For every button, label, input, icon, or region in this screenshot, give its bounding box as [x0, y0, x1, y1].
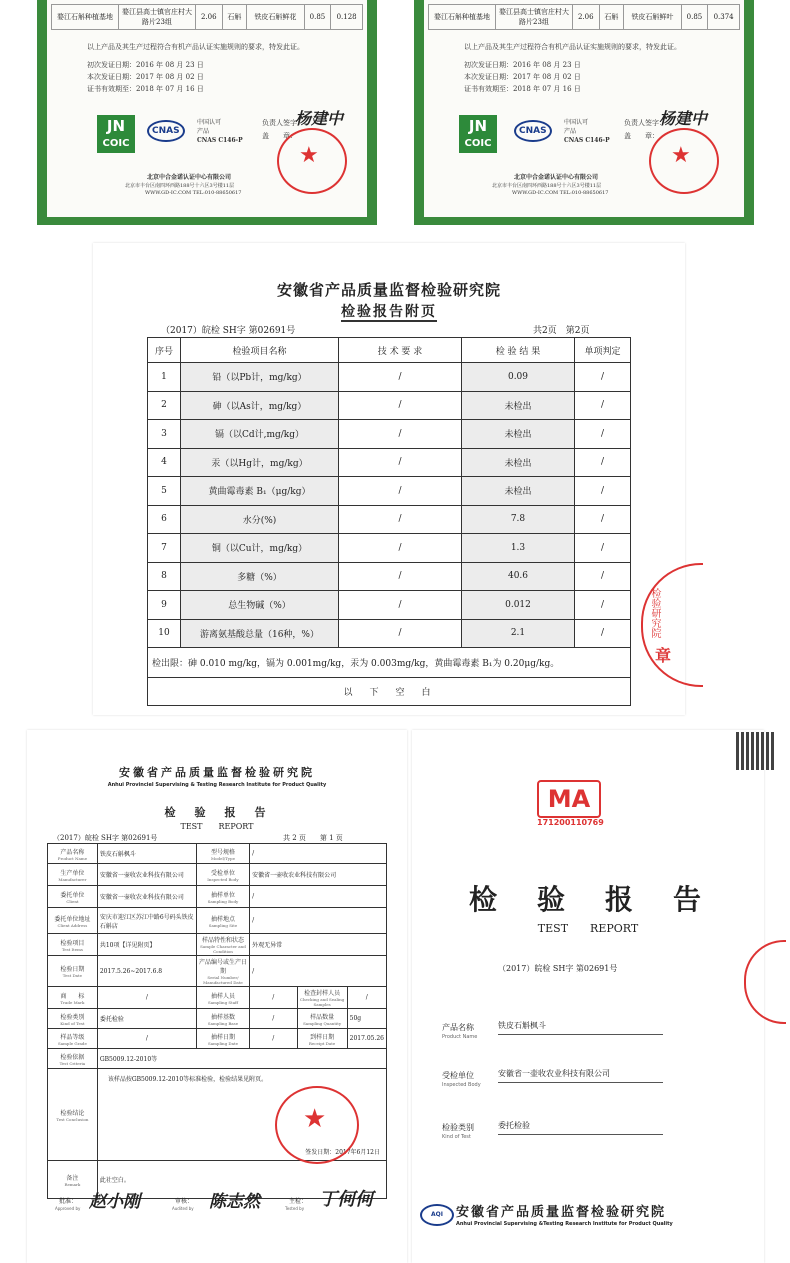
product-name-value: 铁皮石斛枫斗: [97, 844, 196, 864]
report-title: 检 验 报 告: [164, 806, 270, 819]
signer-label: 负责人签字：: [262, 119, 304, 127]
company-name: 北京中合金诺认证中心有限公司: [514, 174, 599, 181]
value1-cell: 0.85: [681, 5, 708, 30]
conclusion-label: [48, 1069, 98, 1161]
criteria-label: [48, 1049, 98, 1069]
label-text: 抽样地点: [210, 915, 235, 923]
base-cell: 婺江石斛种植基地: [52, 5, 119, 30]
signature: 杨建中: [295, 109, 344, 128]
row-result: 0.09: [462, 363, 575, 392]
table-row: [48, 864, 387, 886]
coic-label: COIC: [464, 138, 492, 149]
table-row: [48, 1049, 387, 1069]
row-judgement: /: [575, 619, 631, 648]
ma-logo: [537, 780, 601, 818]
table-row: [48, 987, 387, 1009]
aqi-logo: AQI: [420, 1204, 454, 1226]
certificate-left: [37, 0, 377, 225]
certificate-table-right: [428, 4, 740, 30]
label-en: Test Criteria: [59, 1060, 86, 1066]
label-en: Receipt Date: [308, 1040, 336, 1046]
cover-kind-value: 委托检验: [498, 1120, 663, 1135]
serial-value: /: [250, 956, 387, 987]
criteria-value: GB5009.12-2010等: [97, 1049, 386, 1069]
area-cell: 2.06: [196, 5, 223, 30]
remark-value: 此社空白。: [97, 1161, 386, 1199]
table-row: [48, 1009, 387, 1029]
row-judgement: /: [575, 505, 631, 534]
cover-inspected-label: 受检单位: [442, 1071, 474, 1080]
approved-label: 批准：: [59, 1198, 78, 1205]
audited-signature: 陈志然: [209, 1192, 260, 1212]
label-en: Trade Mark: [60, 999, 85, 1005]
label-text: 产品名称: [60, 848, 85, 856]
header-requirement: 技 术 要 求: [339, 338, 462, 363]
row-requirement: /: [339, 448, 462, 477]
limit-note: 检出限：砷 0.010 mg/kg，镉为 0.001mg/kg，汞为 0.003mg/kg，黄曲霉毒素 B₁为 0.20μg/kg。: [148, 648, 631, 678]
label-en: Client: [66, 898, 79, 904]
this-issue-date: 本次发证日期：2017 年 08 月 02 日: [87, 73, 204, 81]
cover-page: [412, 730, 764, 1263]
inspected-value: 安徽省一壶收农业科技有限公司: [250, 864, 387, 886]
row-no: 1: [148, 363, 181, 392]
row-item-name: 砷（以As计，mg/kg）: [181, 391, 339, 420]
value2-cell: 0.128: [331, 5, 363, 30]
items-value: 共10项【详见附页】: [97, 934, 196, 956]
cnas-sub2: 产品: [197, 128, 210, 135]
cnas-info: [197, 118, 243, 145]
label-text: 委托单位: [60, 891, 85, 899]
row-judgement: /: [575, 448, 631, 477]
cover-inspected-en: Inspected Body: [442, 1082, 481, 1088]
label-en: Sampling Staff: [207, 999, 238, 1005]
value2-cell: 0.374: [708, 5, 740, 30]
items-label: [48, 934, 98, 956]
label-text: 样品数量: [310, 1013, 335, 1021]
test-en: Tested by: [285, 1206, 305, 1211]
row-result: 7.8: [462, 505, 575, 534]
ma-logo-text: MA: [547, 785, 591, 813]
sampling-date-label: [196, 1029, 249, 1049]
appendix-row: [148, 391, 631, 420]
appendix-row: [148, 477, 631, 506]
checker-label: [297, 987, 347, 1009]
cover-seal: [744, 940, 786, 1024]
first-issue-date: 初次发证日期：2016 年 08 月 23 日: [87, 61, 204, 69]
sampling-body-label: [196, 886, 249, 908]
label-text: 抽样人员: [210, 992, 235, 1000]
appendix-row: [148, 534, 631, 563]
first-issue-date: 初次发证日期：2016 年 08 月 23 日: [464, 61, 581, 69]
label-en: Sample Character and Condition: [200, 944, 246, 954]
sign-date: 签发日期：2017年6月12日: [305, 1149, 380, 1156]
label-text: 检查封样人员: [304, 990, 341, 997]
valid-until-date: 证书有效期至：2018 年 07 月 16 日: [87, 85, 204, 93]
sampling-date-value: /: [250, 1029, 297, 1049]
label-text: 备注: [66, 1174, 79, 1182]
row-requirement: /: [339, 505, 462, 534]
label-en: Remark: [64, 1181, 81, 1187]
row-item-name: 多糖（%）: [181, 562, 339, 591]
label-text: 商 标: [60, 992, 85, 1000]
client-address-value: 安庆市迎江区苏江中路6号码头铁皮石斛店: [97, 908, 196, 934]
label-en: Sampling Body: [207, 898, 239, 904]
cover-title-en: TEST REPORT: [537, 922, 639, 935]
label-text: 到样日期: [310, 1033, 335, 1041]
report-no: （2017）皖检 SH字 第02691号: [53, 834, 158, 842]
header-result: 检 验 结 果: [462, 338, 575, 363]
serial-label: [196, 956, 249, 987]
appendix-pages: 共2页 第2页: [533, 326, 590, 336]
value1-cell: 0.85: [304, 5, 331, 30]
row-judgement: /: [575, 534, 631, 563]
report-pages: 共 2 页 第 1 页: [283, 834, 343, 842]
label-text: 检验类别: [60, 1013, 85, 1021]
label-text: 型号规格: [210, 848, 235, 856]
row-result: 1.3: [462, 534, 575, 563]
row-result: 2.1: [462, 619, 575, 648]
label-en: Manufacturer: [58, 876, 87, 882]
table-row: [48, 934, 387, 956]
row-result: 未检出: [462, 448, 575, 477]
client-value: 安徽省一壶收农业科技有限公司: [97, 886, 196, 908]
row-no: 8: [148, 562, 181, 591]
appendix-row: [148, 591, 631, 620]
certificate-table-left: [51, 4, 363, 30]
kind-label: [48, 1009, 98, 1029]
base-label: [196, 1009, 249, 1029]
appendix-report-no: （2017）皖检 SH字 第02691号: [161, 326, 296, 336]
cnas-sub2: 产品: [564, 128, 577, 135]
header-name: 检验项目名称: [181, 338, 339, 363]
test-signature: 丁何何: [319, 1189, 373, 1210]
grade-value: /: [97, 1029, 196, 1049]
company-address: 北京市丰台区南四环西路188号十六区3号楼11层: [492, 183, 602, 189]
label-text: 抽样单位: [210, 891, 235, 899]
row-requirement: /: [339, 477, 462, 506]
appendix-row: [148, 363, 631, 392]
cover-kind-en: Kind of Test: [442, 1134, 471, 1140]
address-cell: 婺江县高士镇官庄村大路片23组: [496, 5, 573, 30]
conclusion-text: 该样品按GB5009.12-2010等标准检验，检验结果见附页。: [107, 1076, 268, 1083]
cover-institute-en: Anhui Provincial Supervising &Testing Research Institute for Product Quality: [456, 1221, 673, 1227]
label-en: Test Items: [61, 946, 83, 952]
approved-en: Approved by: [55, 1206, 81, 1211]
label-en: Sampling Date: [207, 1040, 238, 1046]
product-name-label: [48, 844, 98, 864]
row-requirement: /: [339, 391, 462, 420]
row-result: 未检出: [462, 420, 575, 449]
header-no: 序号: [148, 338, 181, 363]
receipt-date-label: [297, 1029, 347, 1049]
cover-product-en: Product Name: [442, 1034, 478, 1040]
blank-note: 以 下 空 白: [148, 678, 631, 706]
limit-row: [148, 648, 631, 678]
label-text: 委托单位地址: [54, 915, 91, 923]
table-row: [429, 5, 740, 30]
appendix-subtitle-text: 检验报告附页: [341, 304, 437, 320]
appendix-table: [147, 337, 631, 706]
row-item-name: 铅（以Pb计，mg/kg）: [181, 363, 339, 392]
cover-inspected-value: 安徽省一壶收农业科技有限公司: [498, 1068, 663, 1083]
appendix-row: [148, 505, 631, 534]
crop-cell: 石斛: [599, 5, 624, 30]
row-no: 3: [148, 420, 181, 449]
row-item-name: 总生物碱（%）: [181, 591, 339, 620]
signer-label: 负责人签字：: [624, 119, 666, 127]
row-judgement: /: [575, 420, 631, 449]
cover-institute: 安徽省产品质量监督检验研究院: [456, 1205, 667, 1220]
cnas-sub1: 中国认可: [197, 119, 222, 126]
blank-row: [148, 678, 631, 706]
cnas-logo: [514, 120, 552, 142]
audited-label: 审核：: [175, 1198, 194, 1205]
row-no: 4: [148, 448, 181, 477]
header-judgement: 单项判定: [575, 338, 631, 363]
seal-star-icon: ★: [671, 143, 691, 168]
test-report-page: [27, 730, 407, 1263]
appendix-row: [148, 619, 631, 648]
row-no: 10: [148, 619, 181, 648]
cover-product-label: 产品名称: [442, 1023, 474, 1032]
appendix-institute: 安徽省产品质量监督检验研究院: [276, 281, 501, 299]
cnas-sub1: 中国认可: [564, 119, 589, 126]
row-no: 6: [148, 505, 181, 534]
row-requirement: /: [339, 363, 462, 392]
checker-value: /: [347, 987, 386, 1009]
sampler-value: /: [250, 987, 297, 1009]
appendix-row: [148, 420, 631, 449]
address-cell: 婺江县高士镇官庄村大路片23组: [119, 5, 196, 30]
trade-label: [48, 987, 98, 1009]
cnas-label: CNAS: [514, 120, 552, 142]
ma-code: 171200110769: [537, 818, 604, 827]
base-value: /: [250, 1009, 297, 1029]
coic-label: COIC: [102, 138, 130, 149]
signature: 杨建中: [659, 109, 708, 128]
character-label: [196, 934, 249, 956]
row-item-name: 游离氨基酸总量（16种，%）: [181, 619, 339, 648]
test-date-label: [48, 956, 98, 987]
company-web: WWW.GD-IC.COM TEL:010-88650617: [145, 190, 242, 196]
label-en: Inspected Body: [207, 876, 239, 882]
label-en: Product Name: [57, 855, 88, 861]
row-result: 未检出: [462, 391, 575, 420]
row-requirement: /: [339, 534, 462, 563]
label-text: 检验日期: [60, 966, 85, 973]
maker-label: [48, 864, 98, 886]
coic-logo: JN COIC: [459, 115, 497, 153]
row-requirement: /: [339, 619, 462, 648]
cover-title: 检 验 报 告: [468, 883, 707, 916]
label-en: Sampling Quantity: [303, 1020, 342, 1026]
certificate-right: [414, 0, 754, 225]
kind-value: 委托检验: [97, 1009, 196, 1029]
cnas-label: CNAS: [147, 120, 185, 142]
cover-product-value: 铁皮石斛枫斗: [498, 1020, 663, 1035]
character-value: 外观无异常: [250, 934, 387, 956]
statement: 以上产品及其生产过程符合有机产品认证实施规则的要求，特发此证。: [464, 43, 681, 51]
appendix-row: [148, 448, 631, 477]
model-value: /: [250, 844, 387, 864]
row-judgement: /: [575, 391, 631, 420]
seal-star-icon: ★: [299, 143, 319, 168]
row-requirement: /: [339, 591, 462, 620]
report-seal-star-icon: ★: [303, 1104, 327, 1134]
company-address: 北京市丰台区南四环西路188号十六区3号楼11层: [125, 183, 235, 189]
row-requirement: /: [339, 562, 462, 591]
qr-code-icon: [736, 732, 774, 770]
label-en: Checking and Sealing Samples: [299, 997, 345, 1007]
row-no: 2: [148, 391, 181, 420]
company-web: WWW.GD-IC.COM TEL:010-88650617: [512, 190, 609, 196]
label-text: 抽样日期: [210, 1033, 235, 1041]
this-issue-date: 本次发证日期：2017 年 08 月 02 日: [464, 73, 581, 81]
row-judgement: /: [575, 363, 631, 392]
product-cell: 铁皮石斛鲜花: [247, 5, 305, 30]
company-name: 北京中合金诺认证中心有限公司: [147, 174, 232, 181]
test-date-value: 2017.5.26~2017.6.8: [97, 956, 196, 987]
label-text: 生产单位: [60, 869, 85, 877]
label-text: 检验依据: [60, 1053, 85, 1061]
cnas-code: CNAS C146-P: [564, 137, 610, 144]
label-en: Serial Number/ Manufactured Date: [203, 975, 243, 985]
label-en: Sampling Site: [208, 922, 238, 928]
report-title-en: TEST REPORT: [180, 822, 254, 831]
row-result: 0.012: [462, 591, 575, 620]
label-text: 抽样基数: [210, 1013, 235, 1021]
appendix-header-row: [148, 338, 631, 363]
table-row: [48, 844, 387, 864]
row-judgement: /: [575, 477, 631, 506]
row-judgement: /: [575, 562, 631, 591]
row-item-name: 汞（以Hg计，mg/kg）: [181, 448, 339, 477]
appendix-row: [148, 562, 631, 591]
label-en: Model/Type: [211, 855, 235, 861]
row-item-name: 黄曲霉毒素 B₁（μg/kg）: [181, 477, 339, 506]
appendix-seal-char: 章: [655, 646, 672, 665]
label-en: Sampling Base: [207, 1020, 239, 1026]
row-requirement: /: [339, 420, 462, 449]
label-text: 受检单位: [210, 869, 235, 877]
row-no: 5: [148, 477, 181, 506]
report-institute-en: Anhui Provinciel Supervising & Testing Research Institute for Product Quality: [107, 782, 327, 788]
seal-label: 盖 章：: [262, 132, 297, 140]
table-row: [48, 908, 387, 934]
row-result: 40.6: [462, 562, 575, 591]
crop-cell: 石斛: [222, 5, 247, 30]
sampler-label: [196, 987, 249, 1009]
model-label: [196, 844, 249, 864]
qty-label: [297, 1009, 347, 1029]
label-text: 样品特性和状态: [201, 937, 244, 944]
label-text: 检验项目: [60, 939, 85, 947]
row-item-name: 铜（以Cu计，mg/kg）: [181, 534, 339, 563]
label-en: Test Date: [62, 973, 83, 978]
test-label: 主检：: [289, 1198, 308, 1205]
statement: 以上产品及其生产过程符合有机产品认证实施规则的要求，特发此证。: [87, 43, 304, 51]
trade-value: /: [97, 987, 196, 1009]
grade-label: [48, 1029, 98, 1049]
sampling-site-value: /: [250, 908, 387, 934]
receipt-date-value: 2017.05.26: [347, 1029, 386, 1049]
row-no: 7: [148, 534, 181, 563]
cnas-info: [564, 118, 610, 145]
label-en: Test Conclusion: [56, 1116, 89, 1122]
sampling-site-label: [196, 908, 249, 934]
client-address-label: [48, 908, 98, 934]
label-en: Sample Grade: [58, 1040, 87, 1046]
area-cell: 2.06: [573, 5, 600, 30]
client-label: [48, 886, 98, 908]
row-item-name: 水分(%): [181, 505, 339, 534]
row-result: 未检出: [462, 477, 575, 506]
coic-logo: JN COIC: [97, 115, 135, 153]
label-en: Kind of Test: [60, 1020, 85, 1026]
approved-signature: 赵小刚: [89, 1192, 140, 1212]
valid-until-date: 证书有效期至：2018 年 07 月 16 日: [464, 85, 581, 93]
report-institute: 安徽省产品质量监督检验研究院: [119, 766, 315, 779]
table-row: [52, 5, 363, 30]
table-row: [48, 886, 387, 908]
label-en: Client Address: [57, 922, 88, 928]
inspected-label: [196, 864, 249, 886]
row-judgement: /: [575, 591, 631, 620]
appendix-subtitle: [93, 301, 685, 321]
appendix-page: [93, 243, 685, 715]
cover-kind-label: 检验类别: [442, 1123, 474, 1132]
cnas-code: CNAS C146-P: [197, 137, 243, 144]
label-text: 产品编号或生产日期: [198, 959, 247, 975]
row-item-name: 镉（以Cd计,mg/kg）: [181, 420, 339, 449]
table-row: [48, 956, 387, 987]
appendix-seal-text: 检验研究院: [649, 588, 660, 638]
cover-report-no: （2017）皖检 SH字 第02691号: [498, 964, 618, 973]
sampling-body-value: /: [250, 886, 387, 908]
row-no: 9: [148, 591, 181, 620]
maker-value: 安徽省一壶收农业科技有限公司: [97, 864, 196, 886]
base-cell: 婺江石斛种植基地: [429, 5, 496, 30]
product-cell: 铁皮石斛鲜叶: [624, 5, 682, 30]
qty-value: 50g: [347, 1009, 386, 1029]
table-row: [48, 1029, 387, 1049]
cnas-logo: [147, 120, 185, 142]
seal-label: 盖 章：: [624, 132, 659, 140]
audited-en: Audited by: [172, 1206, 194, 1211]
label-text: 样品等级: [60, 1033, 85, 1041]
label-text: 检验结论: [60, 1109, 85, 1117]
